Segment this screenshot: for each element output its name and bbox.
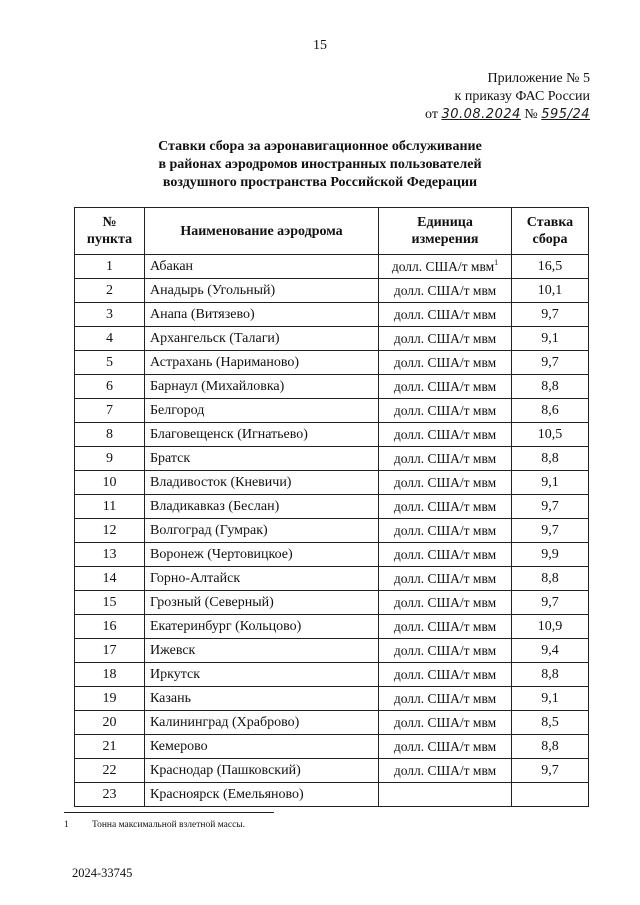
table-row [75,783,589,807]
footnote-text: Тонна максимальной взлетной массы. [92,820,246,830]
rate-cell: 8,8 [512,567,589,591]
table-row [75,375,589,399]
rate-cell: 9,7 [512,759,589,783]
row-number-cell: 3 [75,303,145,327]
rate-cell: 8,6 [512,399,589,423]
table-row [75,663,589,687]
unit-cell: долл. США/т мвм [379,447,512,471]
unit-cell: долл. США/т мвм$^1$ [379,255,512,279]
rate-cell: 9,7 [512,351,589,375]
rate-cell: 8,8 [512,663,589,687]
aerodrome-name-cell: Казань [145,687,379,711]
row-number-cell: 15 [75,591,145,615]
title-line-2: в районах аэродромов иностранных пользователей [158,157,482,172]
aerodrome-name-cell: Архангельск (Талаги) [145,327,379,351]
table-row [75,735,589,759]
rate-cell: 10,1 [512,279,589,303]
document-title [0,138,640,192]
aerodrome-name-cell: Кемерово [145,735,379,759]
aerodrome-name-cell: Ижевск [145,639,379,663]
table-row [75,351,589,375]
aerodrome-name-cell: Братск [145,447,379,471]
rate-cell: 8,8 [512,735,589,759]
page-number: 15 [313,38,327,53]
appendix-order-ref: к приказу ФАС России [454,89,590,104]
handwritten-order-number: 595/24 [541,107,590,122]
table-row [75,711,589,735]
aerodrome-name-cell: Воронеж (Чертовицкое) [145,543,379,567]
unit-cell: долл. США/т мвм [379,495,512,519]
row-number-cell: 14 [75,567,145,591]
table-row [75,255,589,279]
handwritten-date: 30.08.2024 [441,107,521,122]
unit-cell: долл. США/т мвм [379,399,512,423]
footnote-divider [64,812,274,813]
unit-cell: долл. США/т мвм [379,567,512,591]
row-number-cell: 5 [75,351,145,375]
aerodrome-name-cell: Барнаул (Михайловка) [145,375,379,399]
row-number-cell: 19 [75,687,145,711]
row-number-cell: 7 [75,399,145,423]
document-registration-number: 2024-33745 [72,866,133,880]
rate-cell: 16,5 [512,255,589,279]
row-number-cell: 17 [75,639,145,663]
table-row [75,279,589,303]
unit-cell: долл. США/т мвм [379,471,512,495]
appendix-number-sign: № [524,107,538,122]
unit-cell: долл. США/т мвм [379,711,512,735]
rate-cell: 9,7 [512,519,589,543]
aerodrome-name-cell: Астрахань (Нариманово) [145,351,379,375]
table-row [75,399,589,423]
rate-cell: 8,5 [512,711,589,735]
header-item-number: № пункта [75,208,145,255]
header-rate: Ставка сбора [512,208,589,255]
unit-cell: долл. США/т мвм [379,591,512,615]
footnote-reference: 1 [494,257,499,267]
appendix-block [425,70,590,124]
row-number-cell: 9 [75,447,145,471]
row-number-cell: 8 [75,423,145,447]
rates-table-body [75,255,589,807]
rate-cell: 8,8 [512,375,589,399]
rates-table [74,207,589,807]
aerodrome-name-cell: Анадырь (Угольный) [145,279,379,303]
unit-cell: долл. США/т мвм [379,687,512,711]
row-number-cell: 21 [75,735,145,759]
aerodrome-name-cell: Белгород [145,399,379,423]
aerodrome-name-cell: Калининград (Храброво) [145,711,379,735]
row-number-cell: 11 [75,495,145,519]
rate-cell: 9,7 [512,495,589,519]
row-number-cell: 13 [75,543,145,567]
table-row [75,327,589,351]
unit-cell: долл. США/т мвм [379,759,512,783]
title-line-1: Ставки сбора за аэронавигационное обслуживание [158,139,482,154]
table-row [75,543,589,567]
rate-cell: 9,1 [512,327,589,351]
header-unit: Единица измерения [379,208,512,255]
table-row [75,759,589,783]
unit-cell: долл. США/т мвм [379,327,512,351]
aerodrome-name-cell: Краснодар (Пашковский) [145,759,379,783]
unit-cell: долл. США/т мвм [379,663,512,687]
rate-cell: 10,5 [512,423,589,447]
appendix-from-prefix: от [425,107,438,122]
row-number-cell: 18 [75,663,145,687]
row-number-cell: 2 [75,279,145,303]
rate-cell: 9,7 [512,303,589,327]
table-row [75,615,589,639]
unit-cell: долл. США/т мвм [379,543,512,567]
rate-cell: 9,9 [512,543,589,567]
aerodrome-name-cell: Горно-Алтайск [145,567,379,591]
aerodrome-name-cell: Владивосток (Кневичи) [145,471,379,495]
aerodrome-name-cell: Анапа (Витязево) [145,303,379,327]
rate-cell [512,783,589,807]
table-row [75,423,589,447]
aerodrome-name-cell: Благовещенск (Игнатьево) [145,423,379,447]
table-row [75,447,589,471]
table-row [75,519,589,543]
row-number-cell: 10 [75,471,145,495]
unit-cell: долл. США/т мвм [379,735,512,759]
table-row [75,639,589,663]
row-number-cell: 4 [75,327,145,351]
table-row [75,495,589,519]
aerodrome-name-cell: Владикавказ (Беслан) [145,495,379,519]
rate-cell: 9,1 [512,471,589,495]
aerodrome-name-cell: Красноярск (Емельяново) [145,783,379,807]
appendix-order-line [425,106,590,124]
aerodrome-name-cell: Екатеринбург (Кольцово) [145,615,379,639]
table-row [75,471,589,495]
row-number-cell: 6 [75,375,145,399]
appendix-title: Приложение № 5 [487,71,590,86]
rate-cell: 10,9 [512,615,589,639]
row-number-cell: 20 [75,711,145,735]
rate-cell: 9,4 [512,639,589,663]
unit-cell: долл. США/т мвм [379,615,512,639]
rate-cell: 9,7 [512,591,589,615]
unit-cell: долл. США/т мвм [379,375,512,399]
aerodrome-name-cell: Абакан [145,255,379,279]
rate-cell: 9,1 [512,687,589,711]
aerodrome-name-cell: Грозный (Северный) [145,591,379,615]
row-number-cell: 16 [75,615,145,639]
unit-cell: долл. США/т мвм [379,639,512,663]
footnote [64,820,245,830]
title-line-3: воздушного пространства Российской Федерации [162,175,478,190]
aerodrome-name-cell: Волгоград (Гумрак) [145,519,379,543]
unit-cell [379,783,512,807]
unit-cell: долл. США/т мвм [379,423,512,447]
header-aerodrome-name: Наименование аэродрома [145,208,379,255]
unit-cell: долл. США/т мвм [379,303,512,327]
unit-cell: долл. США/т мвм [379,279,512,303]
footnote-mark: 1 [64,820,69,830]
row-number-cell: 22 [75,759,145,783]
row-number-cell: 23 [75,783,145,807]
rate-cell: 8,8 [512,447,589,471]
row-number-cell: 12 [75,519,145,543]
row-number-cell: 1 [75,255,145,279]
table-row [75,591,589,615]
table-row [75,567,589,591]
unit-cell: долл. США/т мвм [379,519,512,543]
aerodrome-name-cell: Иркутск [145,663,379,687]
table-row [75,687,589,711]
table-row [75,303,589,327]
unit-cell: долл. США/т мвм [379,351,512,375]
table-header-row [75,208,589,255]
